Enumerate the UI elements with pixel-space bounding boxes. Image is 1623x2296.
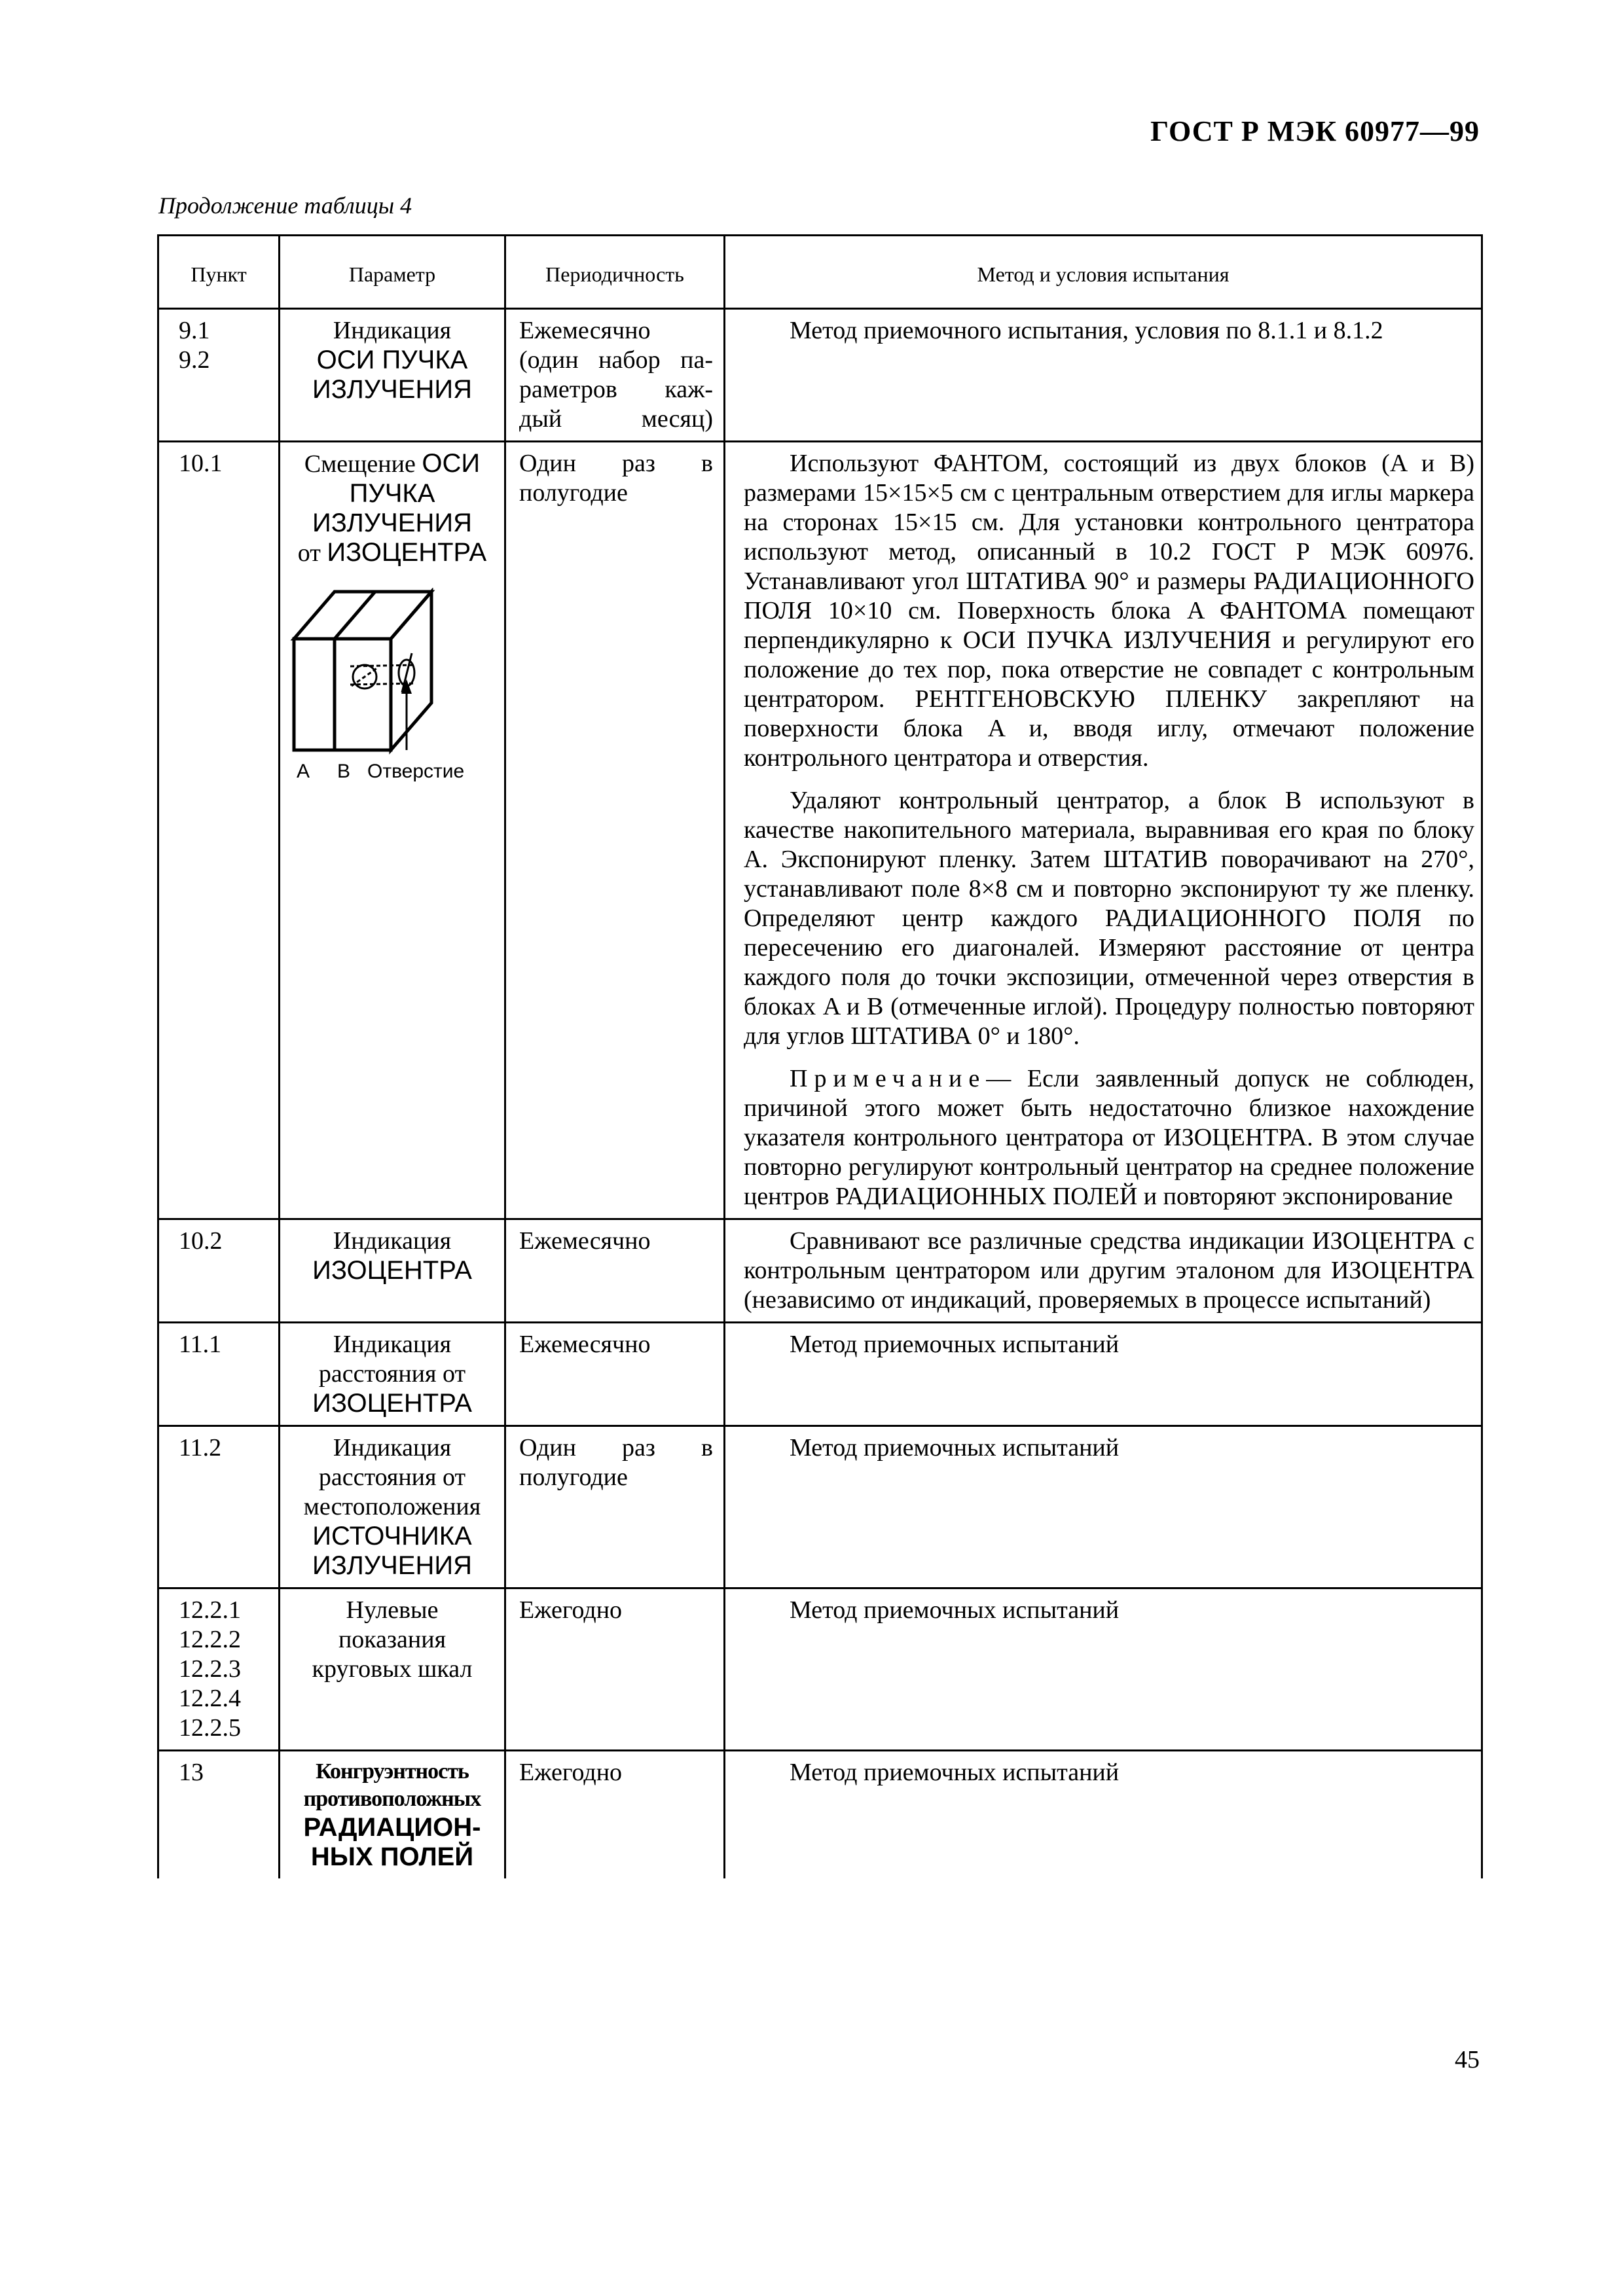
cell-method bbox=[725, 1426, 1482, 1588]
cell-method bbox=[725, 309, 1482, 442]
method-text: Сравнивают все различные средства индикации ИЗОЦЕНТРА с контрольным центратором или другим эталоном для ИЗОЦЕНТРА (независимо от индикаций, проверяемых в процессе испытаний) bbox=[744, 1227, 1474, 1314]
param-text: Индикация bbox=[333, 1227, 452, 1255]
block-a-front bbox=[294, 639, 391, 750]
cell-parameter bbox=[280, 1323, 505, 1426]
cell-method bbox=[725, 1323, 1482, 1426]
method-note bbox=[744, 1064, 1474, 1211]
method-text: Метод приемочных испытаний bbox=[790, 1759, 1120, 1786]
table-caption: Продолжение таблицы 4 bbox=[158, 192, 412, 219]
cell-point: 13 bbox=[158, 1751, 280, 1879]
param-term-2: ПУЧКА ИЗЛУЧЕНИЯ bbox=[312, 479, 472, 537]
standard-header: ГОСТ Р МЭК 60977—99 bbox=[1150, 115, 1480, 147]
cell-periodicity: Один раз в полугодие bbox=[505, 1426, 725, 1588]
cell-method bbox=[725, 1588, 1482, 1751]
cell-point: 11.2 bbox=[158, 1426, 280, 1588]
table-row bbox=[158, 1426, 1482, 1588]
method-text: Метод приемочных испытаний bbox=[790, 1596, 1120, 1624]
test-table bbox=[157, 234, 1483, 1878]
param-term: ОСИ bbox=[422, 449, 481, 478]
table-row bbox=[158, 442, 1482, 1219]
note-text: — Если заявленный допуск не соблюден, причиной этого может быть недостаточно близкое нахождение указателя контрольного центратора от ИЗОЦЕНТРА. В этом случае повторно регулируют контрольный центратор на среднее положение центров РАДИАЦИОННЫХ ПОЛЕЙ и повторяют экспонирование bbox=[744, 1065, 1474, 1210]
method-text: Метод приемочного испытания, условия по 8.1.1 и 8.1.2 bbox=[790, 317, 1383, 344]
method-paragraph-1: Используют ФАНТОМ, состоящий из двух блоков (A и B) размерами 15×15×5 см с центральным отверстием для иглы маркера на сторонах 15×15 см. Для установки контрольного центратора используют метод, описанный в 10.2 ГОСТ Р МЭК 60976. Устанавливают угол ШТАТИВА 90° и размеры РАДИАЦИОННОГО ПОЛЯ 10×10 см. Поверхность блока A ФАНТОМА помещают перпендикулярно к ОСИ ПУЧКА ИЗЛУЧЕНИЯ и регулируют его положение до тех пор, пока отверстие не совпадет с контрольным центратором. РЕНТГЕНОВСКУЮ ПЛЕНКУ закрепляют на поверхности блока A и, вводя иглу, отмечают положение контрольного центратора и отверстия. bbox=[744, 450, 1474, 772]
col-header-method: Метод и условия испытания bbox=[725, 236, 1482, 309]
param-term: РАДИАЦИОН- НЫХ ПОЛЕЙ bbox=[303, 1813, 481, 1871]
phantom-figure bbox=[287, 588, 497, 784]
cell-periodicity: Ежемесячно bbox=[505, 1219, 725, 1323]
col-header-point: Пункт bbox=[158, 236, 280, 309]
cell-parameter bbox=[280, 442, 505, 1219]
note-label: Примечание bbox=[790, 1065, 987, 1092]
label-hole: Отверстие bbox=[367, 761, 465, 782]
param-from: от bbox=[297, 539, 321, 567]
cell-periodicity: Ежемесячно bbox=[505, 1323, 725, 1426]
cell-parameter bbox=[280, 1588, 505, 1751]
param-term: ИЗОЦЕНТРА bbox=[312, 1389, 472, 1418]
table-row bbox=[158, 1323, 1482, 1426]
param-term: ОСИ ПУЧКА ИЗЛУЧЕНИЯ bbox=[312, 346, 472, 404]
cell-point: 11.1 bbox=[158, 1323, 280, 1426]
method-paragraph-2: Удаляют контрольный центратор, а блок B используют в качестве накопительного материала, выравнивая его края по блоку A. Экспонируют пленку. Затем ШТАТИВ поворачивают на 270°, устанавливают поле 8×8 см и повторно экспонируют ту же пленку. Определяют центр каждого РАДИАЦИОННОГО ПОЛЯ по пересечению его диагоналей. Измеряют расстояние от центра каждого поля до точки экспозиции, отмеченной через отверстия в блоках A и B (отмеченные иглой). Процедуру полностью повторяют для углов ШТАТИВА 0° и 180°. bbox=[744, 787, 1474, 1050]
phantom-side bbox=[391, 592, 431, 750]
cell-point: 9.1 9.2 bbox=[158, 309, 280, 442]
param-term-3: ИЗОЦЕНТРА bbox=[327, 538, 487, 567]
table-row bbox=[158, 1219, 1482, 1323]
cell-parameter bbox=[280, 309, 505, 442]
method-text: Метод приемочных испытаний bbox=[790, 1434, 1120, 1462]
table-row bbox=[158, 1588, 1482, 1751]
cell-periodicity: Один раз в полугодие bbox=[505, 442, 725, 1219]
cell-periodicity: Ежемесячно (один набор па-раметров каж-дый месяц) bbox=[505, 309, 725, 442]
param-text: Нулевые показания круговых шкал bbox=[312, 1596, 473, 1683]
param-text: Смещение bbox=[304, 450, 416, 478]
param-term: ИСТОЧНИКА ИЗЛУЧЕНИЯ bbox=[312, 1522, 472, 1580]
table-row bbox=[158, 309, 1482, 442]
cell-periodicity: Ежегодно bbox=[505, 1588, 725, 1751]
cell-method bbox=[725, 1219, 1482, 1323]
col-header-parameter: Параметр bbox=[280, 236, 505, 309]
param-term: ИЗОЦЕНТРА bbox=[312, 1256, 472, 1285]
cell-parameter bbox=[280, 1426, 505, 1588]
cell-parameter bbox=[280, 1219, 505, 1323]
label-b: B bbox=[337, 761, 351, 782]
cell-method bbox=[725, 442, 1482, 1219]
param-text: Индикация расстояния от местоположения bbox=[303, 1434, 481, 1520]
label-a: A bbox=[297, 761, 310, 782]
cell-parameter bbox=[280, 1751, 505, 1879]
col-header-periodicity: Периодичность bbox=[505, 236, 725, 309]
param-text: Конгруэнтность противоположных bbox=[303, 1759, 481, 1811]
cell-method bbox=[725, 1751, 1482, 1879]
table-row bbox=[158, 1751, 1482, 1879]
page-number: 45 bbox=[1455, 2046, 1480, 2073]
cell-point: 10.2 bbox=[158, 1219, 280, 1323]
cell-point: 10.1 bbox=[158, 442, 280, 1219]
method-text: Метод приемочных испытаний bbox=[790, 1331, 1120, 1358]
param-text: Индикация расстояния от bbox=[318, 1331, 466, 1388]
cell-periodicity: Ежегодно bbox=[505, 1751, 725, 1879]
table-header-row bbox=[158, 236, 1482, 309]
cell-point: 12.2.1 12.2.2 12.2.3 12.2.4 12.2.5 bbox=[158, 1588, 280, 1751]
param-text: Индикация bbox=[333, 317, 452, 344]
